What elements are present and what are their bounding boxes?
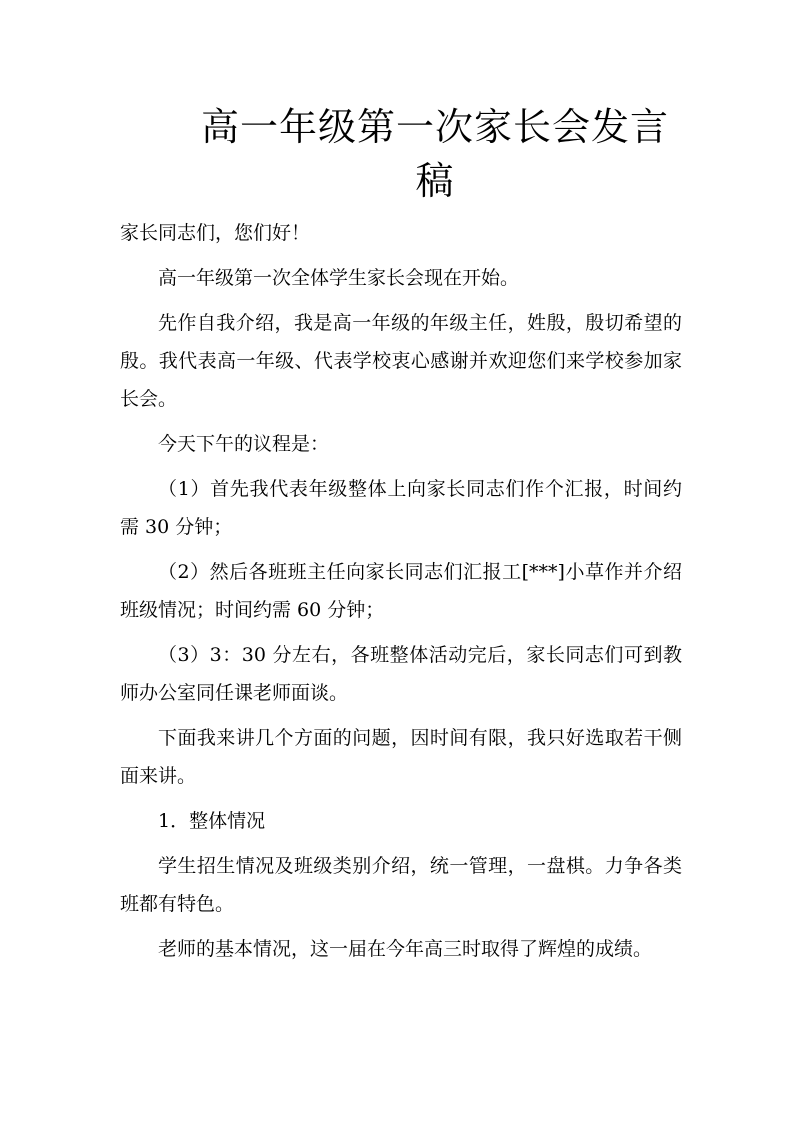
agenda-item-2: （2）然后各班班主任向家长同志们汇报工[***]小草作并介绍班级情况；时间约需 60 分钟；	[120, 561, 682, 621]
agenda-item-1: （1）首先我代表年级整体上向家长同志们作个汇报，时间约需 30 分钟；	[120, 478, 682, 538]
document-body	[120, 214, 682, 975]
document-title	[120, 100, 750, 208]
paragraph-9: 学生招生情况及班级类别介绍，统一管理，一盘棋。力争各类班都有特色。	[120, 855, 682, 915]
paragraph-10: 老师的基本情况，这一届在今年高三时取得了辉煌的成绩。	[158, 938, 653, 960]
title-line-1: 高一年级第一次家长会发言	[200, 105, 669, 149]
agenda-item-3: （3）3：30 分左右，各班整体活动完后，家长同志们可到教师办公室同任课老师面谈。	[120, 644, 682, 704]
title-line-2: 稿	[415, 159, 455, 203]
paragraph-7: 下面我来讲几个方面的问题，因时间有限，我只好选取若干侧面来讲。	[120, 727, 682, 787]
section-heading: 1．整体情况	[158, 810, 266, 832]
salutation: 家长同志们，您们好！	[120, 222, 311, 244]
paragraph-3: 今天下午的议程是：	[158, 433, 330, 455]
paragraph-1: 高一年级第一次全体学生家长会现在开始。	[158, 267, 520, 289]
paragraph-2: 先作自我介绍，我是高一年级的年级主任，姓殷，殷切希望的殷。我代表高一年级、代表学校衷心感谢并欢迎您们来学校参加家长会。	[120, 312, 682, 410]
